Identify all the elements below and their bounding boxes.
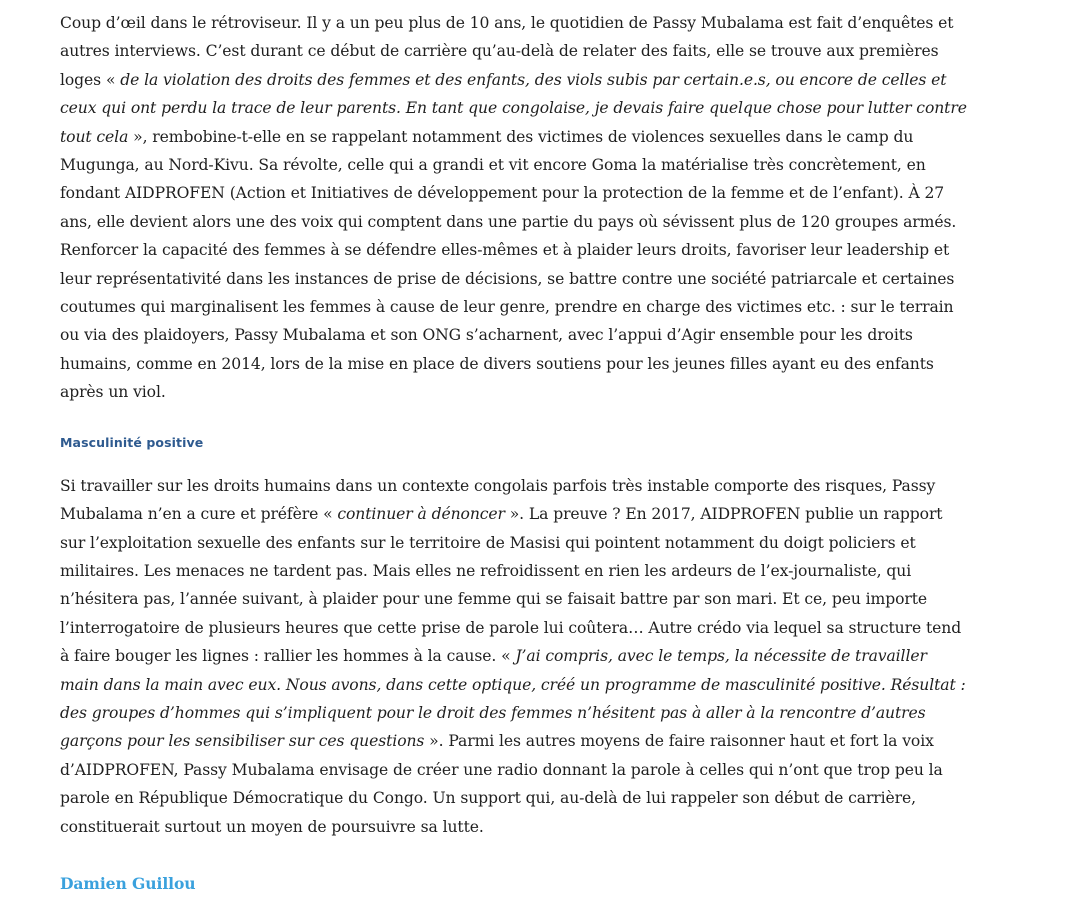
quote-text: continuer à dénoncer	[337, 505, 505, 524]
article-paragraph-1	[60, 9, 970, 407]
author-link[interactable]: Damien Guillou	[60, 873, 196, 893]
paragraph-text: », rembobine-t-elle en se rappelant notamment des victimes de violences sexuelles dans le camp du Mugunga, au Nord-Kivu. Sa révolte, celle qui a grandi et vit encore Goma la matérialise très concrètement, en fondant AIDPROFEN (Action et Initiatives de développement pour la protection de la femme et de l’enfant). À 27 ans, elle devient alors une des voix qui comptent dans une partie du pays où sévissent plus de 120 groupes armés. Renforcer la capacité des femmes à se défendre elles-mêmes et à plaider leurs droits, favoriser leur leadership et leur représentativité dans les instances de prise de décisions, se battre contre une société patriarcale et certaines coutumes qui marginalisent les femmes à cause de leur genre, prendre en charge des victimes etc. : sur le terrain ou via des plaidoyers, Passy Mubalama et son ONG s’acharnent, avec l’appui d’Agir ensemble pour les droits humains, comme en 2014, lors de la mise en place de divers soutiens pour les jeunes filles ayant eu des enfants après un viol.	[60, 127, 957, 402]
paragraph-text: Coup d’œil dans le rétroviseur. Il y a un peu plus de 10 ans, le quotidien de Passy Mubalama est fait d’enquêtes et autres interviews. C’est durant ce début de carrière qu’au-delà de relater des faits, elle se trouve aux premières loges «	[60, 14, 954, 89]
article-paragraph-2	[60, 472, 970, 841]
article-body	[60, 9, 970, 898]
paragraph-text: ». La preuve ? En 2017, AIDPROFEN publie un rapport sur l’exploitation sexuelle des enfants sur le territoire de Masisi qui pointent notamment du doigt policiers et militaires. Les menaces ne tardent pas. Mais elles ne refroidissent en rien les ardeurs de l’ex-journaliste, qui n’hésitera pas, l’année suivant, à plaider pour une femme qui se faisait battre par son mari. Et ce, peu importe l’interrogatoire de plusieurs heures que cette prise de parole lui coûtera… Autre crédo via lequel sa structure tend à faire bouger les lignes : rallier les hommes à la cause. «	[60, 505, 962, 666]
paragraph-text: ». Parmi les autres moyens de faire raisonner haut et fort la voix d’AIDPROFEN, Passy Mubalama envisage de créer une radio donnant la parole à celles qui n’ont que trop peu la parole en République Démocratique du Congo. Un support qui, au-delà de lui rappeler son début de carrière, constituerait surtout un moyen de poursuivre sa lutte.	[60, 732, 943, 836]
quote-text: J’ai compris, avec le temps, la nécessite de travailler main dans la main avec eux. Nous avons, dans cette optique, créé un programme de masculinité positive. Résultat : des groupes d’hommes qui s’impliquent pour le droit des femmes n’hésitent pas à aller à la rencontre d’autres garçons pour les sensibiliser sur ces questions	[60, 647, 966, 751]
section-subheading: Masculinité positive	[60, 434, 204, 450]
quote-text: de la violation des droits des femmes et des enfants, des viols subis par certain.e.s, ou encore de celles et ceux qui ont perdu la trace de leur parents. En tant que congolaise, je devais faire quelque chose pour lutter contre tout cela	[60, 70, 967, 146]
paragraph-text: Si travailler sur les droits humains dans un contexte congolais parfois très instable comporte des risques, Passy Mubalama n’en a cure et préfère «	[60, 476, 936, 524]
